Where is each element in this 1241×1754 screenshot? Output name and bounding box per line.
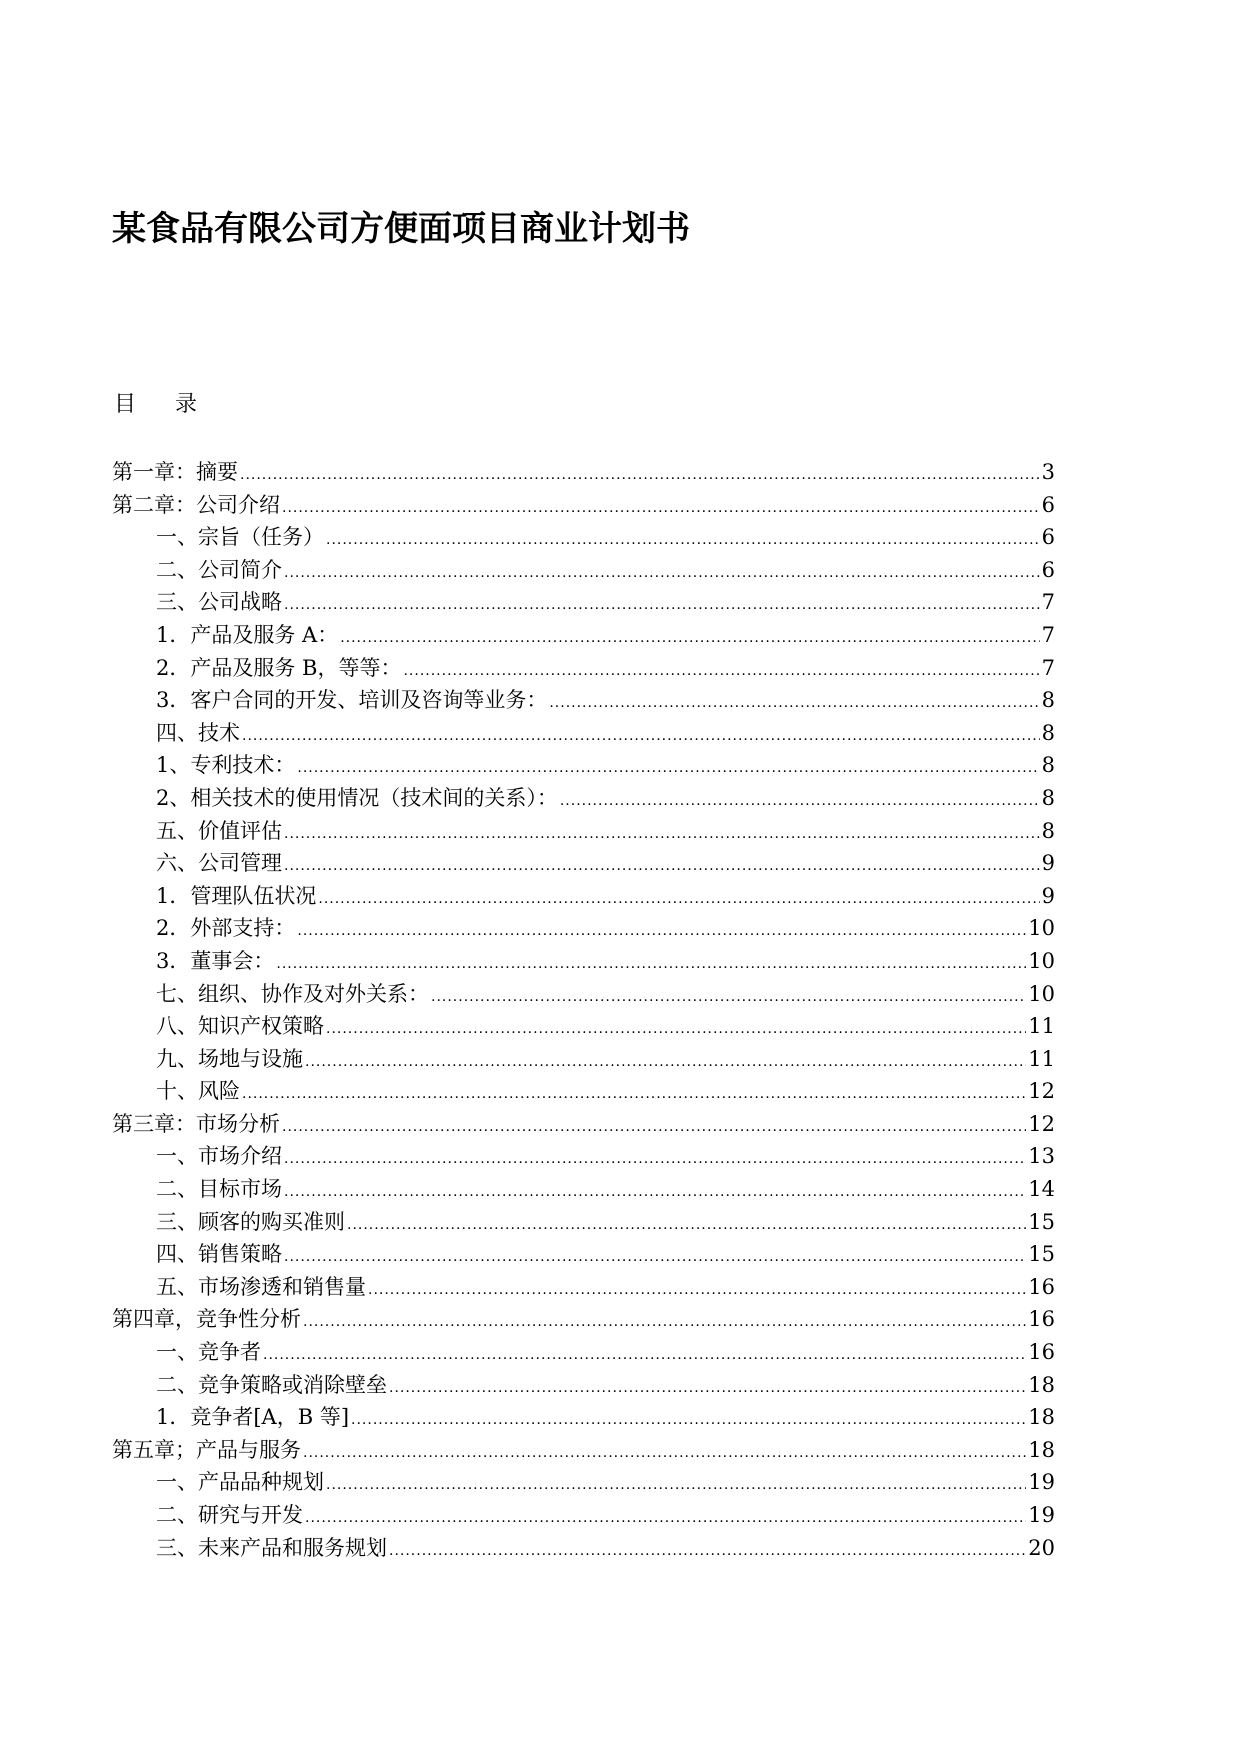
toc-entry[interactable] (112, 586, 1055, 619)
toc-page-number: 8 (1041, 818, 1055, 843)
toc-entry-text: 一、宗旨（任务） (156, 525, 324, 550)
toc-entry-text: 二、研究与开发 (156, 1503, 303, 1527)
toc-dot-leader (340, 622, 1039, 655)
toc-entry[interactable] (112, 880, 1055, 913)
toc-entry-text: 1．竞争者[A，B 等] (156, 1405, 350, 1430)
toc-entry[interactable] (112, 619, 1055, 652)
toc-entry[interactable] (112, 1173, 1055, 1206)
toc-entry[interactable] (112, 1206, 1055, 1239)
toc-entry[interactable] (112, 1336, 1055, 1369)
toc-page-number: 9 (1041, 851, 1055, 876)
toc-entry[interactable] (112, 978, 1055, 1011)
toc-entry-text: 十、风险 (156, 1079, 240, 1104)
toc-entry-text: 第五章；产品与服务 (112, 1437, 301, 1462)
toc-page-number: 11 (1028, 1014, 1055, 1039)
toc-entry[interactable] (112, 1238, 1055, 1271)
toc-heading: 目 录 (114, 392, 213, 417)
toc-entry[interactable] (112, 554, 1055, 587)
toc-entry-text: 第四章，竞争性分析 (112, 1307, 301, 1332)
toc-page-number: 19 (1028, 1470, 1055, 1495)
toc-page-number: 10 (1028, 948, 1055, 973)
toc-entry-text: 一、产品品种规划 (156, 1470, 324, 1495)
toc-dot-leader (242, 720, 1040, 753)
toc-entry-text: 一、竞争者 (156, 1340, 261, 1365)
toc-dot-leader (263, 1339, 1026, 1372)
toc-entry[interactable] (112, 1499, 1055, 1532)
toc-dot-leader (297, 752, 1039, 785)
toc-entry[interactable] (112, 1043, 1055, 1076)
toc-page-number: 16 (1028, 1274, 1055, 1299)
toc-entry[interactable] (112, 1075, 1055, 1108)
toc-dot-leader (284, 850, 1040, 883)
toc-entry[interactable] (112, 1303, 1055, 1336)
toc-entry[interactable] (112, 1466, 1055, 1499)
toc-entry-text: 1．管理队伍状况 (156, 883, 317, 908)
toc-page-number: 8 (1041, 720, 1055, 745)
toc-entry-text: 2．产品及服务 B，等等： (156, 655, 402, 680)
toc-entry[interactable] (112, 945, 1055, 978)
toc-dot-leader (282, 492, 1040, 525)
toc-entry[interactable] (112, 1532, 1055, 1565)
toc-entry-text: 六、公司管理 (156, 851, 282, 876)
toc-dot-leader (389, 1535, 1026, 1568)
toc-page-number: 16 (1028, 1307, 1055, 1332)
toc-entry[interactable] (112, 1108, 1055, 1141)
toc-dot-leader (284, 589, 1040, 622)
toc-page-number: 15 (1028, 1242, 1055, 1267)
toc-entry[interactable] (112, 782, 1055, 815)
toc-entry-text: 五、价值评估 (156, 818, 282, 843)
toc-entry-text: 第一章：摘要 (112, 460, 238, 484)
toc-page-number: 18 (1028, 1437, 1055, 1462)
toc-dot-leader (242, 1078, 1026, 1111)
toc-entry[interactable] (112, 652, 1055, 685)
toc-dot-leader (351, 1404, 1026, 1437)
toc-entry-text: 3．客户合同的开发、培训及咨询等业务： (156, 688, 548, 713)
toc-dot-leader (284, 1176, 1026, 1209)
toc-page-number: 7 (1041, 622, 1055, 647)
toc-entry[interactable] (112, 717, 1055, 750)
document-title: 某食品有限公司方便面项目商业计划书 (112, 209, 690, 249)
toc-page-number: 12 (1028, 1079, 1055, 1104)
toc-page-number: 8 (1041, 753, 1055, 778)
toc-entry[interactable] (112, 847, 1055, 880)
toc-dot-leader (284, 557, 1040, 590)
toc-entry-text: 一、市场介绍 (156, 1144, 282, 1169)
toc-page-number: 11 (1028, 1046, 1055, 1071)
toc-entry-text: 九、场地与设施 (156, 1046, 303, 1071)
toc-dot-leader (326, 1013, 1026, 1046)
toc-page-number: 10 (1028, 916, 1055, 941)
toc-dot-leader (240, 459, 1040, 492)
toc-entry-text: 七、组织、协作及对外关系： (156, 981, 429, 1006)
toc-entry-text: 三、公司战略 (156, 590, 282, 615)
toc-entry[interactable] (112, 1401, 1055, 1434)
toc-page-number: 16 (1028, 1340, 1055, 1365)
toc-entry-text: 2．外部支持： (156, 916, 296, 941)
toc-entry-text: 1．产品及服务 A： (156, 622, 339, 647)
toc-page-number: 7 (1041, 655, 1055, 680)
toc-entry-text: 2、相关技术的使用情况（技术间的关系）： (156, 785, 558, 810)
toc-dot-leader (389, 1372, 1026, 1405)
toc-entry[interactable] (112, 521, 1055, 554)
toc-page-number: 6 (1041, 492, 1055, 517)
toc-entry-text: 四、技术 (156, 720, 240, 745)
toc-entry-text: 二、公司简介 (156, 557, 282, 582)
toc-dot-leader (347, 1209, 1026, 1242)
toc-entry[interactable] (112, 1010, 1055, 1043)
toc-dot-leader (326, 1469, 1026, 1502)
toc-page-number: 10 (1028, 981, 1055, 1006)
toc-entry-text: 二、竞争策略或消除壁垒 (156, 1372, 387, 1397)
toc-entry-text: 1、专利技术： (156, 753, 296, 778)
toc-entry[interactable] (112, 1434, 1055, 1467)
toc-page-number: 8 (1041, 688, 1055, 713)
toc-page-number: 9 (1041, 883, 1055, 908)
toc-page-number: 7 (1041, 590, 1055, 615)
toc-dot-leader (318, 883, 1039, 916)
toc-entry-text: 四、销售策略 (156, 1242, 282, 1267)
toc-page-number: 14 (1028, 1177, 1055, 1202)
toc-dot-leader (297, 915, 1026, 948)
toc-page-number: 19 (1028, 1503, 1055, 1527)
toc-entry[interactable] (112, 1271, 1055, 1304)
toc-entry[interactable] (112, 749, 1055, 782)
toc-page-number: 6 (1041, 557, 1055, 582)
toc-page-number: 6 (1041, 525, 1055, 550)
toc-page-number: 18 (1028, 1372, 1055, 1397)
toc-page-number: 20 (1028, 1535, 1055, 1560)
toc-page-number: 15 (1028, 1209, 1055, 1234)
toc-dot-leader (284, 1143, 1026, 1176)
toc-dot-leader (303, 1306, 1026, 1339)
toc-dot-leader (276, 948, 1026, 981)
toc-entry-text: 三、未来产品和服务规划 (156, 1535, 387, 1560)
toc-dot-leader (560, 785, 1040, 818)
toc-entry[interactable] (112, 684, 1055, 717)
toc-dot-leader (326, 524, 1040, 557)
toc-entry-text: 五、市场渗透和销售量 (156, 1274, 366, 1299)
toc-entry-text: 第二章：公司介绍 (112, 492, 280, 517)
toc-page-number: 3 (1041, 460, 1055, 484)
toc-entry-text: 八、知识产权策略 (156, 1014, 324, 1039)
toc-entry[interactable] (112, 489, 1055, 522)
toc-dot-leader (403, 655, 1039, 688)
toc-dot-leader (549, 687, 1039, 720)
toc-dot-leader (303, 1437, 1026, 1470)
toc-dot-leader (282, 1111, 1026, 1144)
toc-dot-leader (284, 1241, 1026, 1274)
toc-entry[interactable] (112, 815, 1055, 848)
toc-entry[interactable] (112, 912, 1055, 945)
toc-entry[interactable] (112, 1140, 1055, 1173)
toc-dot-leader (368, 1274, 1026, 1307)
toc-page-number: 8 (1041, 785, 1055, 810)
toc-dot-leader (305, 1046, 1026, 1079)
toc-page-number: 13 (1028, 1144, 1055, 1169)
toc-page-number: 12 (1028, 1111, 1055, 1136)
toc-entry[interactable] (112, 1369, 1055, 1402)
toc-page-number: 18 (1028, 1405, 1055, 1430)
toc-entry-text: 3．董事会： (156, 948, 275, 973)
toc-dot-leader (431, 981, 1026, 1014)
toc-entry-text: 二、目标市场 (156, 1177, 282, 1202)
toc-dot-leader (305, 1502, 1026, 1535)
toc-entry-text: 第三章：市场分析 (112, 1111, 280, 1136)
table-of-contents (112, 456, 1055, 1564)
toc-entry[interactable] (112, 456, 1055, 489)
toc-dot-leader (284, 818, 1040, 851)
toc-entry-text: 三、顾客的购买准则 (156, 1209, 345, 1234)
